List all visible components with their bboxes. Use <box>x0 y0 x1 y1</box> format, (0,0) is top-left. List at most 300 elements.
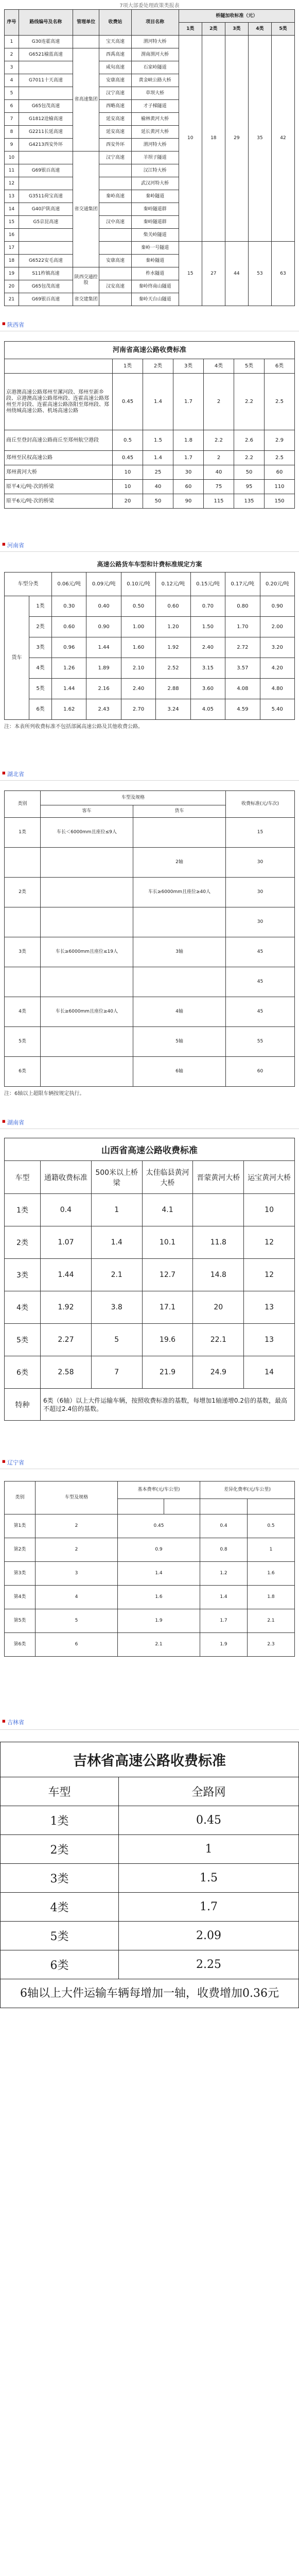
cell-route: S11柞镇高速 <box>19 267 73 280</box>
cell-passenger <box>41 878 133 907</box>
cell-passenger <box>41 967 133 997</box>
cell-fee: 2.25 <box>119 1950 299 1979</box>
cell-station <box>99 242 131 255</box>
caption-henan: ■ 河南省 <box>0 541 299 549</box>
table-row <box>5 1609 295 1633</box>
table-row <box>5 1633 295 1657</box>
cell-fee: 1.7 <box>173 374 204 430</box>
cell-fee: 21.9 <box>142 1356 193 1389</box>
cell-fee: 50 <box>143 494 173 509</box>
cell-class: 4类 <box>29 658 52 679</box>
cell-fee2: 15 <box>179 242 202 306</box>
cell-class <box>5 848 41 878</box>
cell-fee: 40 <box>204 465 234 480</box>
hubei-rows <box>5 596 295 720</box>
cell-fee: 5.40 <box>260 699 294 720</box>
jilin-head-network: 全路网 <box>119 1777 299 1806</box>
table-row <box>5 480 295 494</box>
liaoning-head-diff: 差异化费率(元/车公里) <box>200 1481 295 1499</box>
cell-fee: 24.9 <box>193 1356 244 1389</box>
cell-fee: 3.15 <box>190 658 225 679</box>
cell-project: 武汉河特大桥 <box>131 177 179 190</box>
cell-fee: 2.2 <box>234 374 265 430</box>
cell-fee: 60 <box>265 465 295 480</box>
cell-fee: 14 <box>244 1356 295 1389</box>
cell-type: 5类 <box>1 1922 119 1950</box>
henan-header-5: 5类 <box>234 359 265 374</box>
cell-route <box>19 61 73 74</box>
cell-station: 汉宁高速 <box>99 87 131 100</box>
cell-fee: 1 <box>91 1194 142 1226</box>
cell-fee: 22.1 <box>193 1324 244 1356</box>
cell-project: 秦岭隧道群 <box>131 216 179 229</box>
cell-fee: 0.30 <box>52 596 86 617</box>
divider <box>0 780 299 781</box>
cell-fee: 10 <box>244 1194 295 1226</box>
cell-fee: 1.60 <box>121 637 155 658</box>
cell-fee: 2.52 <box>156 658 190 679</box>
cell-fee: 2.10 <box>121 658 155 679</box>
cell-fee: 0.96 <box>52 637 86 658</box>
cell-no: 1 <box>5 36 19 48</box>
cell-fee <box>193 1194 244 1226</box>
liaoning-sub-blank-4 <box>248 1499 295 1514</box>
cell-fee: 0.60 <box>156 596 190 617</box>
liaoning-head-base: 基本费率(元/车公里) <box>118 1481 200 1499</box>
cell-fee: 2.70 <box>121 699 155 720</box>
hubei-table-section <box>0 555 299 772</box>
cell-no: 5 <box>5 87 19 100</box>
cell-fee: 45 <box>226 967 295 997</box>
cell-project: 石家岭隧道 <box>131 61 179 74</box>
henan-header-blank <box>5 359 113 374</box>
henan-header-1: 1类 <box>113 359 143 374</box>
cell-fee: 55 <box>226 1027 295 1057</box>
cell-route: G6521榆蓝高速 <box>19 48 73 61</box>
cell-fee: 40 <box>143 480 173 494</box>
cell-fee: 19.6 <box>142 1324 193 1356</box>
table-row <box>1 1806 299 1835</box>
hubei-rate-6: 0.17元/吨 <box>225 573 260 596</box>
cell-station: 安康高速 <box>99 255 131 267</box>
cell-axles: 6 <box>36 1633 118 1657</box>
cell-class: 1类 <box>5 818 41 848</box>
cell-type: 1类 <box>1 1806 119 1835</box>
table-row <box>5 699 295 720</box>
cell-project: 渭河特大桥 <box>131 139 179 151</box>
table-row <box>5 658 295 679</box>
caption-hunan: ■ 湖南省 <box>0 1118 299 1126</box>
cell-diff-low: 1.7 <box>200 1609 248 1633</box>
henan-rows <box>5 374 295 509</box>
cell-fee: 25 <box>143 465 173 480</box>
table-row <box>5 1356 295 1389</box>
table-row <box>5 1194 295 1226</box>
table-row <box>5 1027 295 1057</box>
shanxi-title: 山西省高速公路收费标准 <box>5 1138 295 1161</box>
cell-road: 郑州黄河大桥 <box>5 465 113 480</box>
cell-fee: 5 <box>91 1324 142 1356</box>
cell-fee: 90 <box>173 494 204 509</box>
cell-fee: 150 <box>265 494 295 509</box>
table-row <box>5 818 295 848</box>
cell-fee: 1.70 <box>225 617 260 637</box>
cell-no: 7 <box>5 113 19 126</box>
cell-fee: 60 <box>226 1057 295 1087</box>
cell-no: 13 <box>5 190 19 203</box>
cell-fee: 2.72 <box>225 637 260 658</box>
cell-no: 8 <box>5 126 19 139</box>
table-row <box>5 679 295 699</box>
cell-station: 延安高速 <box>99 113 131 126</box>
hubei-rate-7: 0.20元/吨 <box>260 573 294 596</box>
henan-header-2: 2类 <box>143 359 173 374</box>
cell-fee: 0.70 <box>190 596 225 617</box>
cell-fee: 2.5 <box>265 374 295 430</box>
cell-fee: 30 <box>226 907 295 937</box>
cell-fee: 0.90 <box>260 596 294 617</box>
cell-base: 1.9 <box>118 1609 200 1633</box>
cell-fee: 1.44 <box>52 679 86 699</box>
table-row <box>5 1514 295 1538</box>
cell-project: 秦岭天台山隧道 <box>131 293 179 306</box>
cell-no: 19 <box>5 267 19 280</box>
cell-class: 5类 <box>29 679 52 699</box>
cell-project: 榆林黄河大桥 <box>131 113 179 126</box>
cell-fee: 1.7 <box>119 1893 299 1922</box>
cell-fee: 12 <box>244 1259 295 1291</box>
cell-type: 4类 <box>1 1893 119 1922</box>
cell-diff-low: 0.4 <box>200 1514 248 1538</box>
shanxi-head-type: 车型 <box>5 1161 41 1194</box>
liaoning-sub-blank-3 <box>200 1499 248 1514</box>
cell-fee: 60 <box>173 480 204 494</box>
header-station: 收费站 <box>99 10 131 36</box>
cell-class <box>5 967 41 997</box>
cell-route <box>19 177 73 190</box>
cell-project: 渭南渭河大桥 <box>131 48 179 61</box>
table-row <box>5 596 295 617</box>
shaanxi-table-section <box>0 0 299 319</box>
cell-org: 省交通集团 <box>73 151 99 267</box>
cell-fee: 2.16 <box>86 679 121 699</box>
cell-fee: 3.57 <box>225 658 260 679</box>
shanxi-special-text: 6类（6轴）以上大件运输车辆，按照收费标准的基数，每增加1轴递增0.2倍的基数，最高不超过2.4倍的基数。 <box>41 1389 295 1421</box>
cell-fee1: 42 <box>271 36 294 242</box>
cell-type: 5类 <box>5 1324 41 1356</box>
cell-no: 16 <box>5 229 19 242</box>
liaoning-rows <box>5 1514 295 1657</box>
cell-axles: 3 <box>36 1562 118 1586</box>
table-row <box>5 430 295 451</box>
cell-base: 2.1 <box>118 1633 200 1657</box>
hubei-title: 高速公路货车车型和计费标准规定方案 <box>97 561 202 568</box>
hunan-rows <box>5 818 295 1087</box>
cell-road: 京港澳高速公路郑州至漯河段、郑州至新乡段、京港澳高速公路郑州段、连霍高速公路郑州至开封段、连霍高速公路洛阳至郑州段、郑州绕城高速公路、机场高速公路 <box>5 374 113 430</box>
hubei-fee-table <box>4 572 295 720</box>
cell-fee: 0.45 <box>113 374 143 430</box>
jilin-rows <box>1 1806 299 1979</box>
table-title: 7项大部委处理政策类报表 <box>119 3 180 9</box>
shanxi-head-bridge: 500米以上桥梁 <box>91 1161 142 1194</box>
table-row <box>5 1291 295 1324</box>
cell-fee: 95 <box>234 480 265 494</box>
table-row <box>1 1893 299 1922</box>
divider <box>0 1729 299 1730</box>
cell-fee: 0.90 <box>86 617 121 637</box>
cell-station: 汉中高速 <box>99 216 131 229</box>
sub-1: 1类 <box>179 23 202 36</box>
cell-station <box>99 229 131 242</box>
cell-road: 原平6元/吨·次的桥梁 <box>5 494 113 509</box>
cell-fee: 2 <box>204 451 234 465</box>
cell-fee: 1.26 <box>52 658 86 679</box>
cell-type: 1类 <box>5 1194 41 1226</box>
hunan-note: 注：6轴以上超限车辆按规定执行。 <box>4 1091 85 1097</box>
cell-fee: 1.4 <box>143 451 173 465</box>
liaoning-table-section <box>0 1473 299 1720</box>
cell-fee: 30 <box>226 878 295 907</box>
table-row <box>5 637 295 658</box>
cell-fee: 10 <box>113 465 143 480</box>
cell-fee: 0.60 <box>52 617 86 637</box>
cell-route <box>19 242 73 255</box>
jilin-head-type: 车型 <box>1 1777 119 1806</box>
cell-truck: 车长≥6000mm且座位≥40人 <box>133 878 226 907</box>
cell-no: 2 <box>5 48 19 61</box>
cell-diff-high: 2.3 <box>248 1633 295 1657</box>
shanxi-head-yunbao: 运宝黄河大桥 <box>244 1161 295 1194</box>
cell-project: 秦岭一号隧道 <box>131 242 179 255</box>
cell-org: 省交建集团 <box>73 293 99 306</box>
cell-fee: 1.5 <box>143 430 173 451</box>
shaanxi-rows <box>5 36 295 306</box>
cell-fee: 17.1 <box>142 1291 193 1324</box>
cell-road: 郑州至民权高速公路 <box>5 451 113 465</box>
table-row <box>5 617 295 637</box>
cell-fee: 4.80 <box>260 679 294 699</box>
cell-fee: 1.7 <box>173 451 204 465</box>
cell-fee: 2.2 <box>234 451 265 465</box>
table-row <box>5 242 295 255</box>
cell-fee: 3.24 <box>156 699 190 720</box>
cell-fee: 7 <box>91 1356 142 1389</box>
cell-class: 6类 <box>5 1057 41 1087</box>
table-row <box>5 967 295 997</box>
cell-fee: 10.1 <box>142 1226 193 1259</box>
header-org: 管理单位 <box>73 10 99 36</box>
cell-axles: 2 <box>36 1538 118 1562</box>
cell-station: 宝天高速 <box>99 36 131 48</box>
sub-3: 3类 <box>225 23 248 36</box>
cell-station: 汉宁高速 <box>99 151 131 164</box>
cell-fee: 4.1 <box>142 1194 193 1226</box>
cell-fee: 2.1 <box>91 1259 142 1291</box>
table-row <box>5 465 295 480</box>
cell-diff-low: 1.2 <box>200 1562 248 1586</box>
cell-truck: 4轴 <box>133 997 226 1027</box>
hunan-fee-table <box>4 790 295 1087</box>
cell-project: 草坝大桥 <box>131 87 179 100</box>
liaoning-head-class: 类别 <box>5 1481 36 1514</box>
liaoning-head-vehicle: 车型及规格 <box>36 1481 118 1514</box>
cell-fee: 0.4 <box>41 1194 92 1226</box>
cell-route: G65包茂高速 <box>19 100 73 113</box>
cell-fee: 0.5 <box>113 430 143 451</box>
cell-no: 18 <box>5 255 19 267</box>
cell-base: 0.9 <box>118 1538 200 1562</box>
cell-type: 6类 <box>1 1950 119 1979</box>
cell-no: 17 <box>5 242 19 255</box>
cell-base: 0.45 <box>118 1514 200 1538</box>
hunan-head-class: 类别 <box>5 791 41 818</box>
header-project: 项目名称 <box>131 10 179 36</box>
cell-project: 秦岭隧道群 <box>131 203 179 216</box>
cell-fee: 1.92 <box>41 1291 92 1324</box>
cell-fee: 75 <box>204 480 234 494</box>
cell-project: 秦岭隧道 <box>131 255 179 267</box>
cell-fee: 20 <box>113 494 143 509</box>
cell-org: 省高速集团 <box>73 48 99 151</box>
cell-project: 延长黄河大桥 <box>131 126 179 139</box>
cell-road: 原平4元/吨·次的桥梁 <box>5 480 113 494</box>
cell-class: 第5类 <box>5 1609 36 1633</box>
table-row <box>5 1057 295 1087</box>
cell-no: 21 <box>5 293 19 306</box>
cell-class: 5类 <box>5 1027 41 1057</box>
cell-station <box>99 267 131 280</box>
cell-station: 秦岭高速 <box>99 190 131 203</box>
cell-station <box>99 164 131 177</box>
cell-fee: 1.00 <box>121 617 155 637</box>
caption-liaoning: ■ 辽宁省 <box>0 1458 299 1467</box>
henan-header-3: 3类 <box>173 359 204 374</box>
hubei-rate-4: 0.12元/吨 <box>156 573 190 596</box>
cell-fee: 4.20 <box>260 658 294 679</box>
table-row <box>1 1922 299 1950</box>
cell-no: 3 <box>5 61 19 74</box>
hubei-rate-3: 0.10元/吨 <box>121 573 155 596</box>
cell-class: 2类 <box>5 878 41 907</box>
shaanxi-fee-table <box>4 9 295 306</box>
liaoning-fee-table <box>4 1481 295 1657</box>
cell-fee: 2.5 <box>265 451 295 465</box>
cell-type: 3类 <box>5 1259 41 1291</box>
hubei-rate-1: 0.06元/吨 <box>52 573 86 596</box>
cell-fee: 2.27 <box>41 1324 92 1356</box>
cell-type: 2类 <box>1 1835 119 1864</box>
cell-class: 6类 <box>29 699 52 720</box>
cell-fee: 0.45 <box>119 1806 299 1835</box>
cell-fee: 2.9 <box>265 430 295 451</box>
cell-fee: 1.4 <box>143 374 173 430</box>
cell-base: 1.4 <box>118 1562 200 1586</box>
cell-fee: 2 <box>204 374 234 430</box>
cell-project: 渭河特大桥 <box>131 36 179 48</box>
cell-axles: 5 <box>36 1609 118 1633</box>
cell-group: 货车 <box>5 596 29 720</box>
cell-org: 陕西交通控股 <box>73 267 99 293</box>
cell-fee: 2.43 <box>86 699 121 720</box>
cell-passenger: 车长≥6000mm且座位≤19人 <box>41 937 133 967</box>
cell-truck <box>133 967 226 997</box>
cell-route: G69银百高速 <box>19 293 73 306</box>
table-row <box>5 878 295 907</box>
cell-fee: 30 <box>226 848 295 878</box>
cell-fee: 11.8 <box>193 1226 244 1259</box>
cell-fee: 0.50 <box>121 596 155 617</box>
cell-fee: 0.40 <box>86 596 121 617</box>
cell-route: G7011十天高速 <box>19 74 73 87</box>
hunan-table-section <box>0 784 299 1119</box>
shanxi-head-base: 通籍收费标准 <box>41 1161 92 1194</box>
henan-header-4: 4类 <box>204 359 234 374</box>
cell-fee: 0.45 <box>113 451 143 465</box>
cell-fee: 30 <box>173 465 204 480</box>
caption-jilin: ■ 吉林省 <box>0 1718 299 1726</box>
table-row <box>5 1538 295 1562</box>
hubei-rate-2: 0.09元/吨 <box>86 573 121 596</box>
cell-class: 第1类 <box>5 1514 36 1538</box>
cell-passenger <box>41 848 133 878</box>
cell-no: 4 <box>5 74 19 87</box>
cell-fee2: 44 <box>225 242 248 306</box>
hubei-head-class: 车型分类 <box>5 573 52 596</box>
cell-fee: 20 <box>193 1291 244 1324</box>
cell-fee: 2.40 <box>190 637 225 658</box>
cell-fee1: 29 <box>225 36 248 242</box>
cell-diff-high: 1 <box>248 1538 295 1562</box>
cell-fee2: 63 <box>271 242 294 306</box>
cell-fee: 1.62 <box>52 699 86 720</box>
table-row <box>5 907 295 937</box>
cell-type: 2类 <box>5 1226 41 1259</box>
cell-project: 才子梯隧道 <box>131 100 179 113</box>
cell-fee2: 53 <box>248 242 271 306</box>
table-row <box>5 374 295 430</box>
cell-fee: 45 <box>226 997 295 1027</box>
cell-route: G40沪陕高速 <box>19 203 73 216</box>
header-no: 序号 <box>5 10 19 36</box>
cell-passenger: 车长＜6000mm且座位≤9人 <box>41 818 133 848</box>
caption-shaanxi: ■ 陕西省 <box>0 321 299 329</box>
cell-fee: 3.20 <box>260 637 294 658</box>
shanxi-head-taijia: 太佳临县黄河大桥 <box>142 1161 193 1194</box>
cell-station: 延安高速 <box>99 126 131 139</box>
header-fee: 桥隧加收标准（元） <box>179 10 294 23</box>
cell-no: 12 <box>5 177 19 190</box>
cell-station <box>99 203 131 216</box>
cell-fee: 115 <box>204 494 234 509</box>
sub-2: 2类 <box>202 23 225 36</box>
cell-route: G3511荷宝高速 <box>19 190 73 203</box>
cell-road: 商丘至登封高速公路商丘至郑州航空港段 <box>5 430 113 451</box>
cell-passenger <box>41 907 133 937</box>
cell-class: 第4类 <box>5 1586 36 1609</box>
cell-class: 4类 <box>5 997 41 1027</box>
shanxi-rows <box>5 1194 295 1389</box>
cell-station: 咸旬高速 <box>99 61 131 74</box>
cell-route: G2211长延高速 <box>19 126 73 139</box>
cell-passenger: 车长≥6000mm且座位≥40人 <box>41 997 133 1027</box>
cell-fee: 12.7 <box>142 1259 193 1291</box>
table-row <box>5 1562 295 1586</box>
cell-org-blank <box>73 36 99 48</box>
cell-route: G30连霍高速 <box>19 36 73 48</box>
cell-fee2: 27 <box>202 242 225 306</box>
shanxi-fee-table <box>4 1138 295 1421</box>
cell-class: 第6类 <box>5 1633 36 1657</box>
